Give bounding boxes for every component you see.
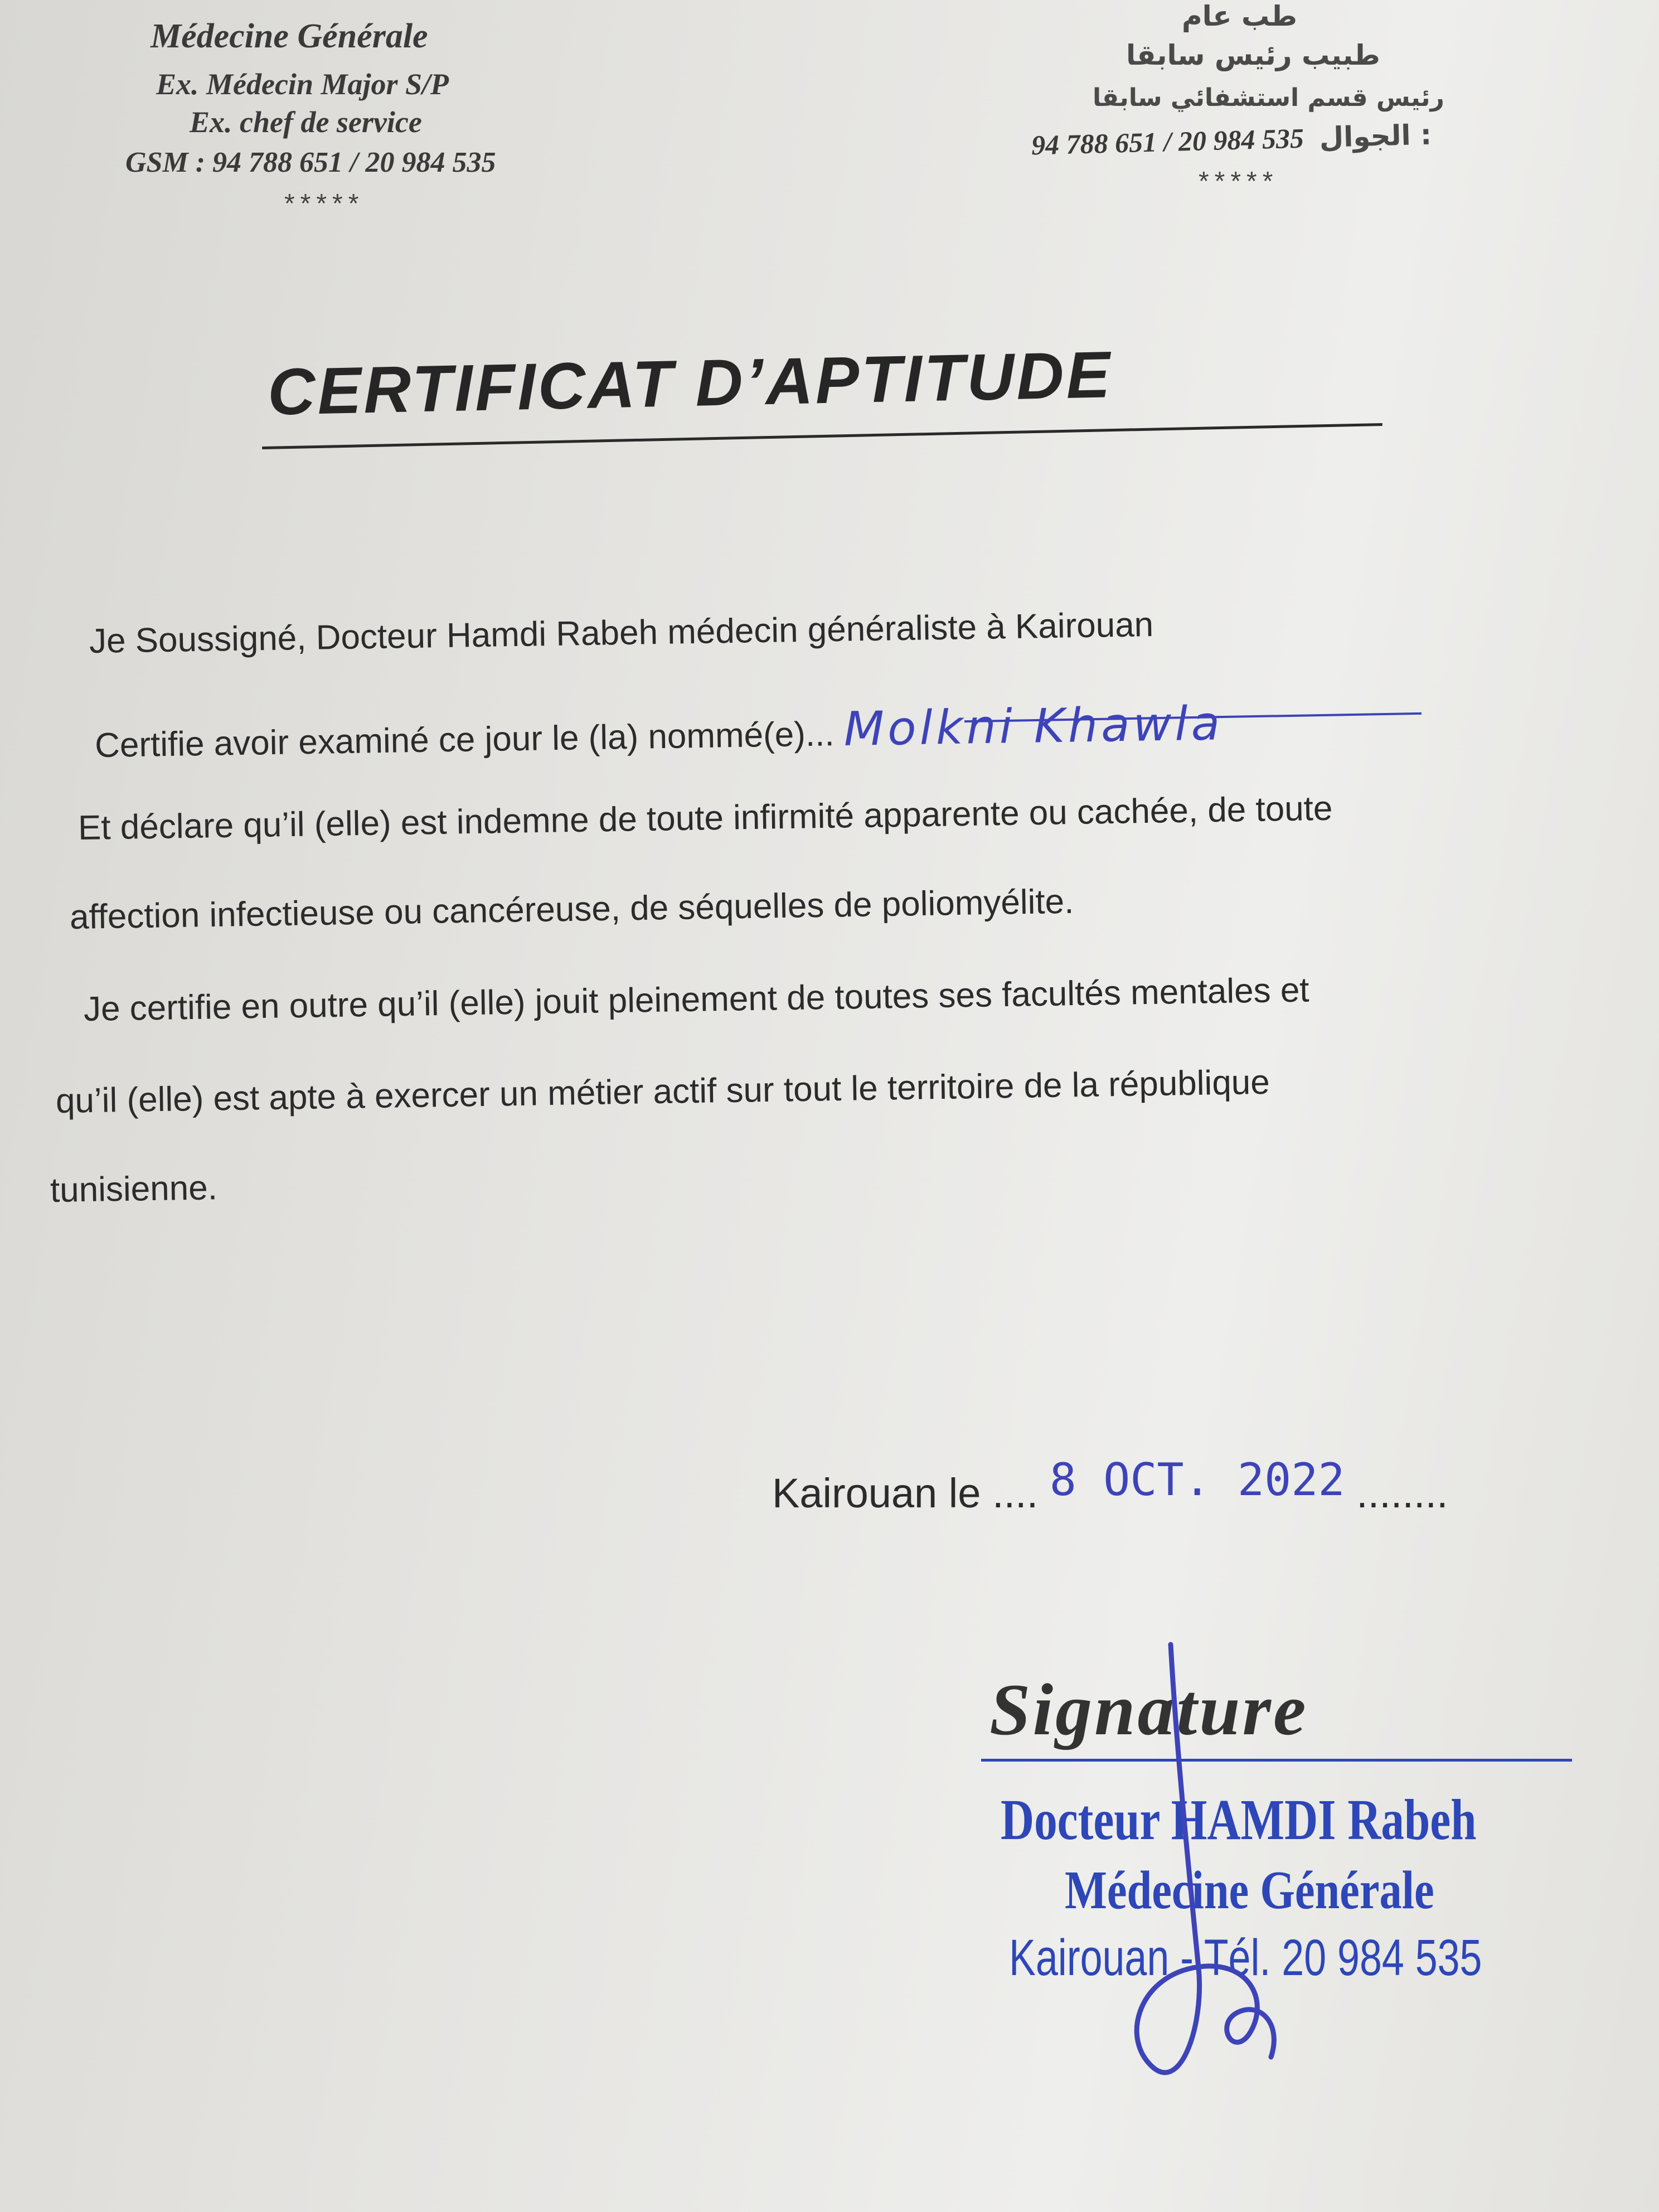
header-ar-specialty: طب عام xyxy=(1182,0,1298,32)
header-ar-phone-number: 94 788 651 / 20 984 535 xyxy=(1031,122,1304,161)
header-gsm: GSM : 94 788 651 / 20 984 535 xyxy=(125,147,496,178)
date-value: 8 OCT. 2022 xyxy=(1049,1454,1345,1506)
date-dots-right: ........ xyxy=(1356,1470,1448,1516)
header-role-chef: Ex. chef de service xyxy=(190,105,422,139)
stamp-specialty: Médecine Générale xyxy=(1065,1860,1434,1920)
examined-prefix: Certifie avoir examiné ce jour le (la) nommé(e)... xyxy=(94,715,835,765)
body-line-faculties: Je certifie en outre qu’il (elle) jouit pleinement de toutes ses facultés mentales et xyxy=(83,971,1310,1029)
header-right-stars: ***** xyxy=(1199,167,1279,196)
stamp-doctor-name: Docteur HAMDI Rabeh xyxy=(1001,1788,1477,1852)
body-line-tunisienne: tunisienne. xyxy=(50,1168,218,1210)
title-underline xyxy=(262,423,1382,449)
page-title: CERTIFICAT D’APTITUDE xyxy=(266,338,1113,429)
signature-stroke xyxy=(1137,1645,1274,2073)
body-line-examined xyxy=(94,696,1224,768)
header-role-major: Ex. Médecin Major S/P xyxy=(156,67,449,101)
stamp-location-phone: Kairouan - Tél. 20 984 535 xyxy=(1009,1929,1482,1986)
header-ar-phone xyxy=(1031,119,1432,162)
header-specialty: Médecine Générale xyxy=(151,17,428,55)
body-line-apte: qu’il (elle) est apte à exercer un métier actif sur tout le territoire de la république xyxy=(55,1063,1270,1120)
body-line-undersigned: Je Soussigné, Docteur Hamdi Rabeh médecin généraliste à Kairouan xyxy=(89,605,1154,661)
header-left-stars: ***** xyxy=(284,189,365,219)
body-line-affection: affection infectieuse ou cancéreuse, de séquelles de poliomyélite. xyxy=(69,882,1074,937)
header-ar-phone-label: الجوال : xyxy=(1318,118,1432,154)
date-prefix: Kairouan le xyxy=(772,1470,992,1516)
signature-label: Signature xyxy=(989,1668,1308,1750)
date-line xyxy=(772,1454,1448,1518)
patient-name-handwritten: Molkni Khawla xyxy=(843,696,1224,756)
header-ar-role1: طبيب رئيس سابقا xyxy=(1126,39,1380,71)
signature-scribble xyxy=(1104,1633,1494,2107)
header-ar-role2: رئيس قسم استشفائي سابقا xyxy=(1093,84,1444,112)
body-line-declare: Et déclare qu’il (elle) est indemne de toute infirmité apparente ou cachée, de toute xyxy=(77,789,1333,847)
date-dots-left: .... xyxy=(992,1470,1039,1516)
